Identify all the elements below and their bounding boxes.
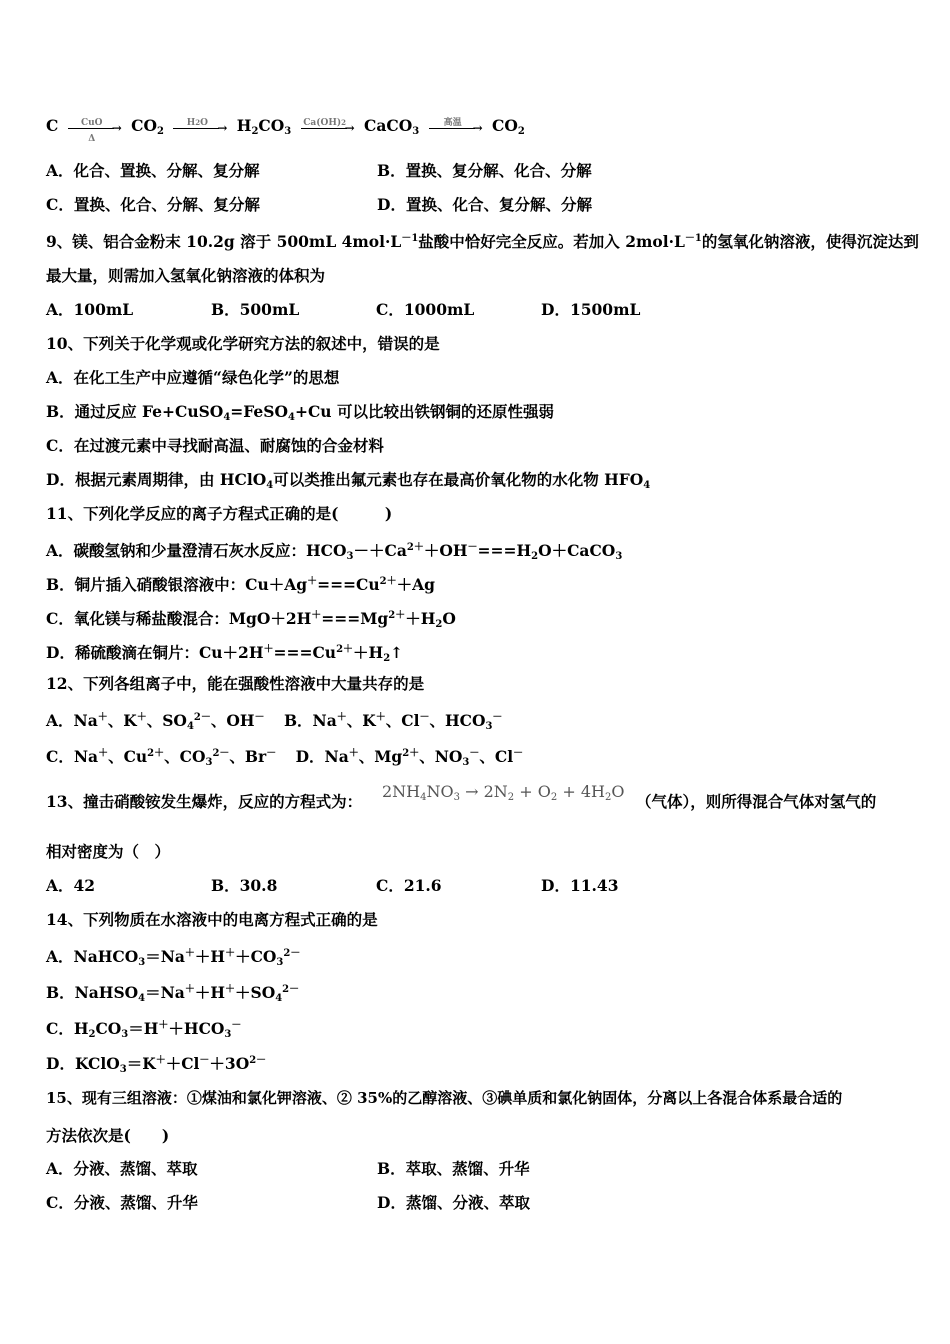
chain-species-co2: $CO_2$ <box>131 116 164 137</box>
q12-option-a: A．Na＋、K＋、$SO_4^{2-}$、OH－ <box>46 711 265 732</box>
q9-stem-line-1: 9、镁、铝合金粉末 10.2g 溶于 500mL $4mol\cdot L^{-1}$盐酸中恰好完全反应。若加入 $2mol\cdot L^{-1}$的氢氧化钠溶液，使得沉淀达到 <box>46 232 919 251</box>
q15-stem-line-1: 15、现有三组溶液：①煤油和氯化钾溶液、② 35%的乙醇溶液、③碘单质和氯化钠固体，分离以上各混合体系最合适的 <box>46 1089 843 1107</box>
chain-species-caco3: CaCO$_3$ <box>364 116 420 137</box>
q13-options <box>46 876 618 896</box>
chain-species-co2-final: $CO_2$ <box>492 116 525 137</box>
q8-option-c: C．置换、化合、分解、复分解 <box>46 195 260 214</box>
q13-stem-line-1: 13、撞击硝酸铵发生爆炸，反应的方程式为： <box>46 792 363 811</box>
q11-option-c: C．氧化镁与稀盐酸混合：$MgO+2H^+===Mg^{2+}+H_2O$ <box>46 609 456 630</box>
q11-stem: 11、下列化学反应的离子方程式正确的是( ) <box>46 504 393 523</box>
reaction-arrow-cuo: CuO → Δ <box>68 117 122 137</box>
q10-option-a: A．在化工生产中应遵循“绿色化学”的思想 <box>46 368 340 387</box>
q12-option-b: B．Na＋、K＋、Cl－、$HCO_3^-$ <box>283 711 503 732</box>
reaction-arrow-caoh2: Ca(OH)2 → <box>301 117 355 137</box>
q10-option-c: C．在过渡元素中寻找耐高温、耐腐蚀的合金材料 <box>46 436 384 455</box>
q12-stem: 12、下列各组离子中，能在强酸性溶液中大量共存的是 <box>46 674 425 693</box>
q12-option-c: C．Na＋、$Cu^{2+}$、$CO_3^{2-}$、Br－ <box>46 747 277 768</box>
q8-option-d: D．置换、化合、复分解、分解 <box>377 195 592 214</box>
q15-option-row-2 <box>46 1193 530 1213</box>
q13-option-d: D．11.43 <box>541 876 619 895</box>
q13-option-c: C．21.6 <box>376 876 442 895</box>
q13-stem-line-2: 相对密度为（ ） <box>46 842 171 861</box>
q9-options <box>46 300 640 320</box>
q15-option-row-1 <box>46 1159 530 1179</box>
q11-option-b: B．铜片插入硝酸银溶液中：$Cu+Ag^+===Cu^{2+}+Ag$ <box>46 575 435 594</box>
q9-option-d: D．1500mL <box>541 300 641 319</box>
q15-option-a: A．分液、蒸馏、萃取 <box>46 1159 198 1178</box>
q8-option-b: B．置换、复分解、化合、分解 <box>377 161 592 180</box>
reaction-arrow-h2o: H2O → <box>173 117 227 137</box>
chain-species-c: C <box>46 116 59 135</box>
q10-stem: 10、下列关于化学观或化学研究方法的叙述中，错误的是 <box>46 334 440 353</box>
q9-option-a: A．100mL <box>46 300 134 319</box>
q13-stem-tail: （气体），则所得混合气体对氢气的 <box>636 792 877 811</box>
q14-option-a: A．$NaHCO_3=Na^++H^++CO_3^{2-}$ <box>46 947 301 968</box>
q8-option-row-1 <box>46 161 592 181</box>
q11-option-d: D．稀硫酸滴在铜片：$Cu+2H^+===Cu^{2+}+H_2↑$ <box>46 643 404 664</box>
q15-option-d: D．蒸馏、分液、萃取 <box>377 1193 530 1212</box>
q14-option-c: C．$H_2CO_3=H^++HCO_3^-$ <box>46 1019 242 1040</box>
chain-species-h2co3: $H_2CO_3$ <box>236 116 292 137</box>
q10-option-b: B．通过反应 Fe+CuSO$_4$=FeSO$_4$+Cu 可以比较出铁钢铜的还原性强弱 <box>46 402 554 423</box>
q12-option-d: D．Na＋、$Mg^{2+}$、$NO_3^-$、Cl－ <box>295 747 524 768</box>
q14-option-d: D．$KClO_3=K^++Cl^-+3O^{2-}$ <box>46 1054 267 1075</box>
q12-option-row-1 <box>46 708 502 737</box>
q11-option-a: A．碳酸氢钠和少量澄清石灰水反应：$HCO_3-+Ca^{2+}+OH^-===H_2O+CaCO_3$ <box>46 541 623 562</box>
q13-equation: $2NH_4NO_3 \to 2N_2 + O_2 + 4H_2O$ <box>382 782 625 803</box>
q13-option-b: B．30.8 <box>211 876 278 895</box>
q15-option-c: C．分液、蒸馏、升华 <box>46 1193 198 1212</box>
q14-option-b: B．$NaHSO_4=Na^++H^++SO_4^{2-}$ <box>46 983 300 1004</box>
q9-stem-line-2: 最大量，则需加入氢氧化钠溶液的体积为 <box>46 266 326 285</box>
reaction-arrow-heat: 高温 → <box>429 117 483 137</box>
q8-option-row-2 <box>46 195 592 215</box>
q9-option-b: B．500mL <box>211 300 300 319</box>
q9-option-c: C．1000mL <box>376 300 475 319</box>
q8-option-a: A．化合、置换、分解、复分解 <box>46 161 260 180</box>
reaction-chain <box>46 116 525 142</box>
q15-option-b: B．萃取、蒸馏、升华 <box>377 1159 530 1178</box>
q12-option-row-2 <box>46 744 523 773</box>
q15-stem-line-2: 方法依次是( ) <box>46 1126 170 1145</box>
q14-stem: 14、下列物质在水溶液中的电离方程式正确的是 <box>46 910 378 929</box>
q10-option-d: D．根据元素周期律，由 HClO$_4$可以类推出氟元素也存在最高价氧化物的水化物 $HFO_4$ <box>46 470 651 491</box>
q13-option-a: A．42 <box>46 876 96 895</box>
